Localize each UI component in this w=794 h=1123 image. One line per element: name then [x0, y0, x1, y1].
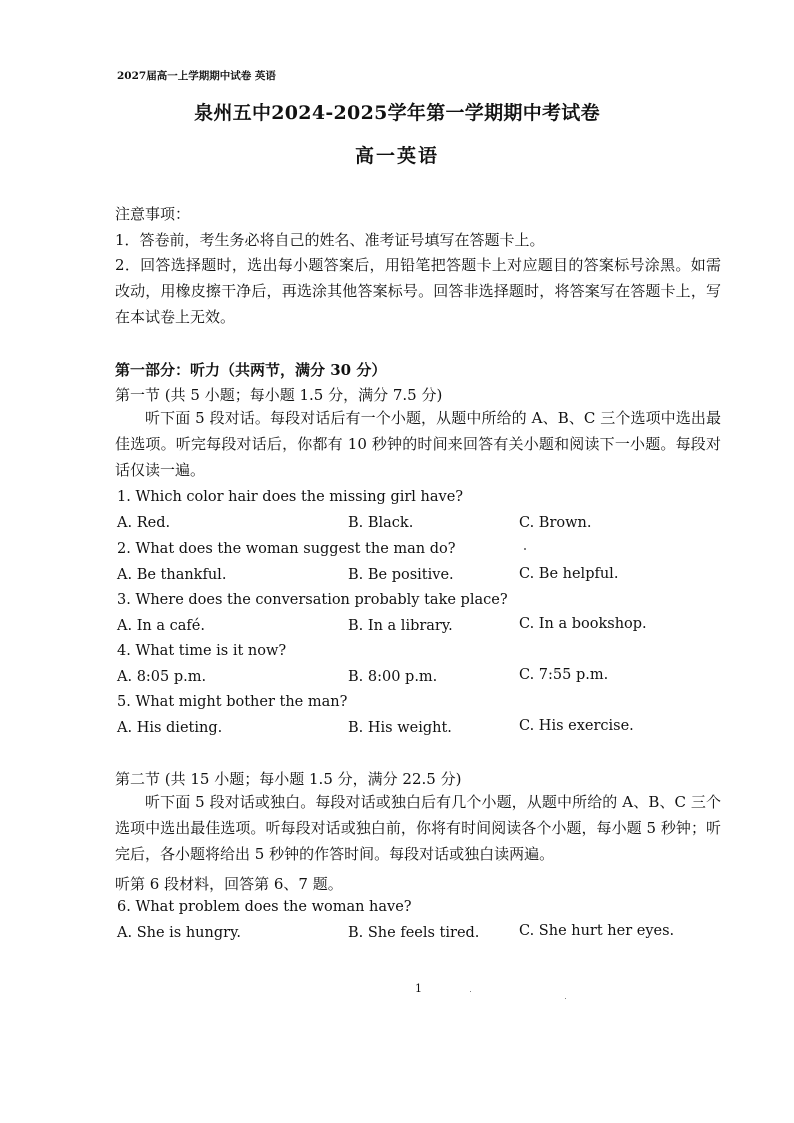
exam-subtitle: 高一英语	[354, 145, 439, 167]
option-1c: C. Brown.	[519, 515, 592, 531]
header-tag: 2027届高一上学期期中试卷 英语	[117, 70, 276, 82]
option-1b: B. Black.	[348, 515, 414, 531]
question-2: 2. What does the woman suggest the man do?	[117, 541, 456, 557]
option-6a: A. She is hungry.	[117, 925, 241, 941]
question-1: 1. Which color hair does the missing girl have?	[117, 489, 464, 505]
question-5: 5. What might bother the man?	[117, 694, 348, 710]
question-3: 3. Where does the conversation probably take place?	[117, 592, 508, 608]
section2-heading: 第二节 (共 15 小题；每小题 1.5 分，满分 22.5 分)	[115, 770, 462, 788]
option-6b: B. She feels tired.	[348, 925, 480, 941]
option-4c: C. 7:55 p.m.	[519, 667, 609, 683]
option-3a: A. In a café.	[117, 618, 205, 634]
option-5c: C. His exercise.	[519, 718, 634, 734]
notice-item-2: 2．回答选择题时，选出每小题答案后，用铅笔把答题卡上对应题目的答案标号涂黑。如需改动，用橡皮擦干净后，再选涂其他答案标号。回答非选择题时，将答案写在答题卡上，写在本试卷上无效。	[115, 256, 721, 326]
option-5a: A. His dieting.	[117, 720, 223, 736]
option-3b: B. In a library.	[348, 618, 453, 634]
option-5b: B. His weight.	[348, 720, 452, 736]
question-4: 4. What time is it now?	[117, 643, 287, 659]
scan-speck	[565, 998, 566, 999]
notice-heading: 注意事项：	[115, 205, 191, 223]
material-note: 听第 6 段材料，回答第 6、7 题。	[115, 875, 343, 893]
section1-instructions: 听下面 5 段对话。每段对话后有一个小题，从题中所给的 A、B、C 三个选项中选出最佳选项。听完每段对话后，你都有 10 秒钟的时间来回答有关小题和阅读下一小题。每段对话仅读一遍。	[115, 409, 721, 479]
scan-speck	[470, 991, 471, 992]
section2-instructions: 听下面 5 段对话或独白。每段对话或独白后有几个小题，从题中所给的 A、B、C 三个选项中选出最佳选项。听每段对话或独白前，你将有时间阅读各个小题，每小题 5 秒钟；听完后，各小题将给出 5 秒钟的作答时间。每段对话或独白读两遍。	[115, 793, 721, 863]
option-6c: C. She hurt her eyes.	[519, 923, 675, 939]
page-number: 1	[415, 982, 422, 995]
option-2b: B. Be positive.	[348, 567, 454, 583]
exam-title: 泉州五中2024-2025学年第一学期期中考试卷	[194, 102, 600, 124]
option-2c: C. Be helpful.	[519, 566, 619, 582]
question-6: 6. What problem does the woman have?	[117, 899, 412, 915]
notice-item-1: 1．答卷前，考生务必将自己的姓名、准考证号填写在答题卡上。	[115, 231, 545, 249]
option-1a: A. Red.	[117, 515, 171, 531]
section1-heading: 第一节 (共 5 小题；每小题 1.5 分，满分 7.5 分)	[115, 386, 443, 404]
part1-heading: 第一部分：听力（共两节，满分 30 分）	[115, 361, 387, 379]
scan-speck	[524, 548, 526, 550]
option-3c: C. In a bookshop.	[519, 616, 647, 632]
option-4a: A. 8:05 p.m.	[117, 669, 207, 685]
option-2a: A. Be thankful.	[117, 567, 227, 583]
option-4b: B. 8:00 p.m.	[348, 669, 438, 685]
